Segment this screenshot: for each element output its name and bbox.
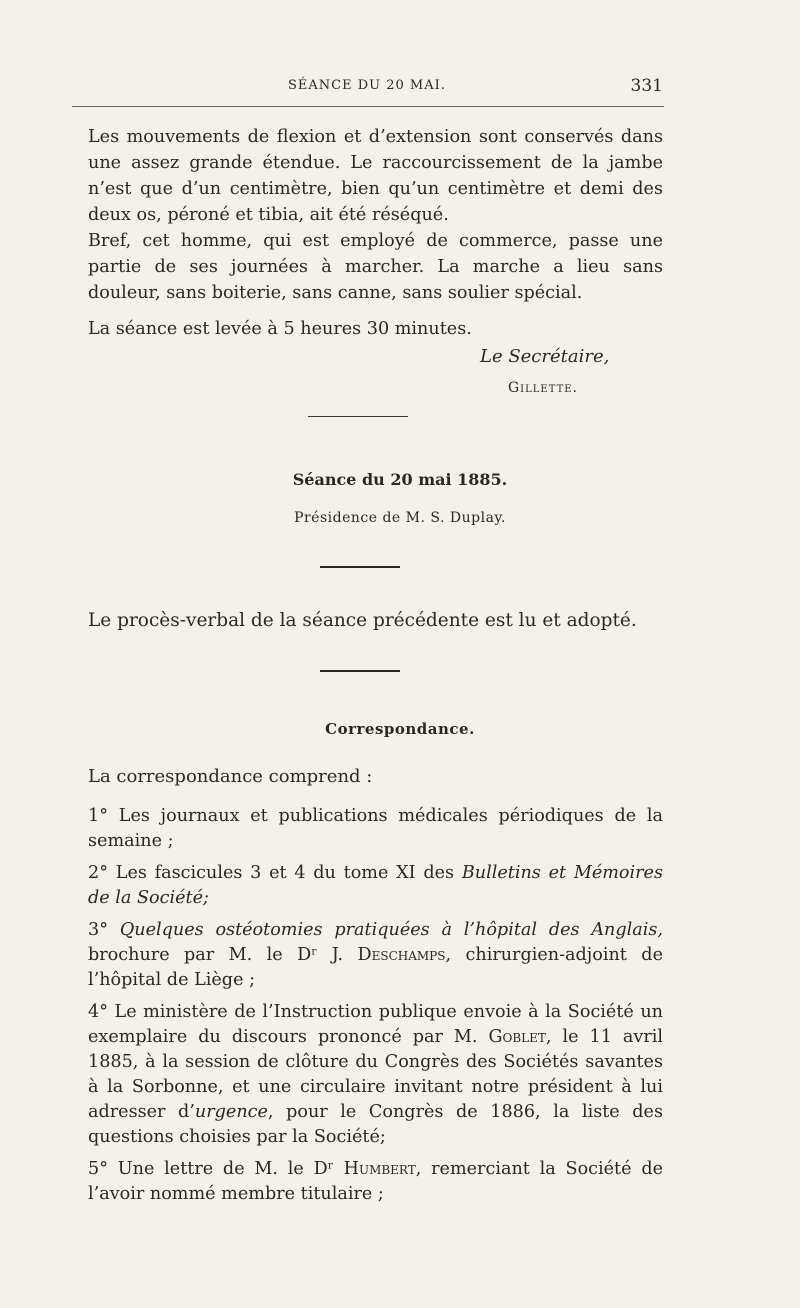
list-item: 1° Les journaux et publications médicales périodiques de la semaine ; [88,806,664,851]
presidence-line: Présidence de M. S. Duplay. [294,510,506,526]
running-title: SÉANCE DU 20 MAI. [288,78,446,93]
header-rule [72,106,664,107]
running-head [88,78,663,100]
divider [320,566,400,568]
signature-title: Le Secrétaire, [480,346,610,367]
session-title: Séance du 20 mai 1885. [292,470,508,489]
divider [320,670,400,672]
signature-name: Gillette. [508,380,578,396]
adjourn-line: La séance est levée à 5 heures 30 minutes. [88,319,472,339]
minutes-text: Le procès-verbal de la séance précédente est lu et adopté. [88,610,637,631]
divider [308,416,408,417]
section-heading: Correspondance. [325,720,475,738]
paragraph: Les mouvements de flexion et d’extension sont conservés dans une assez grande étendue. Le raccourcissement de la jambe n’est que d’un centimètre, bien qu’un centimètre et demi des deux os, péroné et tibia, ait été réséqué. [88,127,663,225]
correspondence-intro: La correspondance comprend : [88,766,373,787]
list-item: 4° Le ministère de l’Instruction publique envoie à la Société un exemplaire du discours prononcé par M. Goblet, le 11 avril 1885, à la session de clôture du Congrès des Sociétés savantes à la Sorbonne, et une circulaire invitant notre président à lui adresser d’urgence, pour le Congrès de 1886, la liste des questions choisies par la Société; [88,1002,664,1147]
page-number: 331 [630,76,663,96]
continuation-text [88,124,663,342]
paragraph: Bref, cet homme, qui est employé de commerce, passe une partie de ses journées à marcher. La marche a lieu sans douleur, sans boiterie, sans canne, sans soulier spécial. [88,231,663,303]
correspondence-list [88,804,663,1214]
list-item: 5° Une lettre de M. le Dʳ Humbert, remerciant la Société de l’avoir nommé membre titulaire ; [88,1159,663,1204]
list-item: 3° Quelques ostéotomies pratiquées à l’hôpital des Anglais, brochure par M. le Dʳ J. Deschamps, chirurgien-adjoint de l’hôpital de Liège ; [88,920,663,990]
list-item: 2° Les fascicules 3 et 4 du tome XI des Bulletins et Mémoires de la Société; [88,863,663,908]
